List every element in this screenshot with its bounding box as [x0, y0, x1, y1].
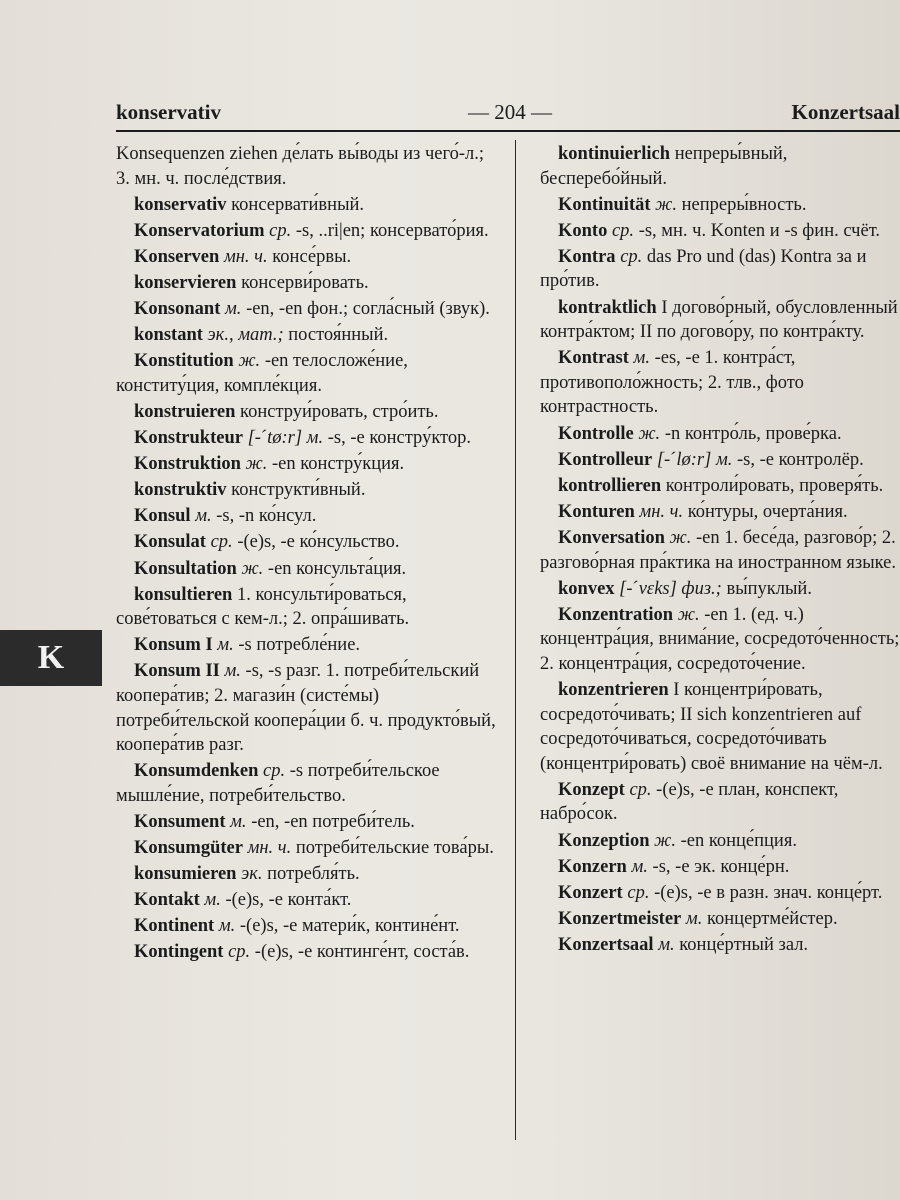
column-divider	[515, 140, 516, 1140]
entry-definition: -s, -s разг. 1. потреби́тельский коопера́тив; 2. магази́н (систе́мы) потреби́тельской коопера́ции б. ч. продукто́вый, коопера́тив разг.	[116, 661, 496, 756]
dictionary-entry	[116, 349, 496, 398]
dictionary-entry	[116, 245, 496, 270]
entry-headword: Konsul	[134, 506, 191, 527]
entry-grammar-label: м.	[195, 506, 212, 527]
entry-definition: вы́пуклый.	[726, 578, 812, 599]
entry-definition: -en консульта́ция.	[267, 558, 407, 579]
dictionary-entry	[540, 526, 900, 575]
dictionary-entry	[116, 193, 496, 218]
entry-definition: консе́рвы.	[272, 246, 352, 267]
entry-headword: Kontingent	[134, 942, 224, 963]
dictionary-entry	[116, 478, 496, 503]
entry-grammar-label: мн. ч.	[223, 246, 268, 267]
entry-grammar-label: ср.	[210, 532, 233, 553]
entry-headword: Kontrolleur	[558, 449, 653, 470]
entry-headword: Konservatorium	[134, 220, 265, 241]
entry-grammar-label: ж.	[238, 351, 261, 372]
entry-definition: -s потреби́тельское мышле́ние, потреби́тельство.	[116, 761, 440, 806]
entry-grammar-label: мн. ч.	[639, 501, 684, 522]
dictionary-entry	[116, 271, 496, 296]
entry-definition: непреры́вность.	[681, 194, 807, 215]
dictionary-entry	[116, 759, 496, 808]
entry-definition: 1. консульти́роваться, сове́товаться с кем-л.; 2. опра́шивать.	[116, 584, 410, 630]
dictionary-entry	[116, 530, 496, 555]
dictionary-entry	[116, 940, 496, 965]
entry-headword: Kontrolle	[558, 423, 634, 444]
dictionary-entry	[540, 907, 900, 932]
entry-definition: -en конце́пция.	[680, 830, 797, 851]
entry-definition: -en констру́кция.	[272, 454, 405, 475]
entry-grammar-label: ср.	[269, 220, 292, 241]
entry-headword: konstruktiv	[134, 480, 227, 501]
entry-headword: Kontra	[558, 246, 616, 267]
entry-definition: -(e)s, -e ко́нсульство.	[237, 532, 400, 553]
entry-headword: Konserven	[134, 246, 220, 267]
entry-grammar-label: эк., мат.;	[207, 325, 284, 346]
entry-definition: -(e)s, -e план, конспект, набро́сок.	[540, 779, 839, 825]
entry-headword: Konstruktion	[134, 454, 241, 475]
header-last-word: Konzertsaal	[791, 100, 900, 124]
dictionary-entry	[540, 474, 900, 499]
entry-grammar-label: ср.	[228, 942, 251, 963]
entry-headword: Konzern	[558, 856, 627, 877]
entry-headword: Konzentration	[558, 604, 674, 625]
entry-headword: Kontrast	[558, 348, 629, 369]
entry-grammar-label: ср.	[627, 882, 650, 903]
dictionary-entry	[540, 678, 900, 776]
dictionary-entry	[116, 888, 496, 913]
entry-definition: -(e)s, -e в разн. знач. конце́рт.	[654, 882, 883, 903]
dictionary-entry	[540, 881, 900, 906]
entry-headword: Kontinent	[134, 916, 215, 937]
header-first-word: konservativ	[116, 100, 221, 124]
entry-headword: konzentrieren	[558, 679, 669, 700]
dictionary-entry	[540, 500, 900, 525]
entry-definition: das Pro und (das) Kontra за и про́тив.	[540, 246, 867, 292]
entry-grammar-label: ж.	[638, 423, 661, 444]
entry-headword: konsumieren	[134, 864, 237, 885]
left-column	[116, 142, 496, 967]
entry-definition: ко́нтуры, очерта́ния.	[687, 501, 848, 522]
dictionary-entry	[540, 577, 900, 602]
entry-headword: Konsumdenken	[134, 761, 259, 782]
entry-grammar-label: м.	[685, 908, 703, 929]
right-column	[540, 142, 900, 959]
dictionary-entry	[116, 504, 496, 529]
entry-definition: контроли́ровать, проверя́ть.	[665, 475, 884, 496]
dictionary-entry	[116, 659, 496, 757]
entry-headword: kontinuierlich	[558, 144, 671, 164]
dictionary-entry	[540, 855, 900, 880]
entry-definition: -s, мн. ч. Konten и -s фин. счёт.	[638, 220, 881, 241]
entry-definition: консерви́ровать.	[241, 272, 369, 293]
dictionary-entry	[116, 557, 496, 582]
entry-headword: Konstrukteur	[134, 428, 243, 449]
entry-headword: Konsultation	[134, 558, 237, 579]
dictionary-entry	[540, 422, 900, 447]
entry-headword: Konsulat	[134, 532, 206, 553]
entry-headword: kontraktlich	[558, 297, 657, 318]
entry-headword: Konzeption	[558, 830, 650, 851]
entry-grammar-label: м.	[225, 299, 242, 320]
entry-headword: Konzertmeister	[558, 908, 682, 929]
entry-definition: потреби́тельские това́ры.	[295, 838, 494, 859]
dictionary-entry	[116, 323, 496, 348]
entry-grammar-label: ср.	[629, 779, 652, 800]
dictionary-entry	[540, 245, 900, 294]
entry-headword: Konsum II	[134, 661, 220, 682]
entry-definition: -en, -en фон.; согла́сный (звук).	[246, 299, 490, 320]
dictionary-entry	[540, 142, 900, 191]
entry-headword: konvex	[558, 578, 615, 599]
entry-grammar-label: м.	[230, 811, 247, 832]
entry-grammar-label: м.	[217, 635, 234, 656]
entry-definition: конструкти́вный.	[231, 480, 366, 501]
entry-definition: -s потребле́ние.	[238, 635, 361, 656]
entry-grammar-label: ж.	[655, 194, 677, 215]
entry-headword: konstruieren	[134, 401, 236, 422]
entry-definition: -s, -e эк. конце́рн.	[652, 856, 790, 877]
entry-definition: концертме́йстер.	[706, 908, 838, 929]
entry-definition: конце́ртный зал.	[679, 934, 809, 955]
entry-grammar-label: мн. ч.	[247, 838, 292, 859]
dictionary-entry	[116, 862, 496, 887]
page-header	[116, 96, 900, 132]
entry-definition: -s, -e констру́ктор.	[327, 428, 472, 449]
entry-definition: -s, -n ко́нсул.	[216, 506, 317, 527]
entry-definition: I концентри́ровать, сосредото́чивать; II sich konzentrieren auf сосредото́чиваться, сосредото́чивать (концентри́ровать) своё внимание на чём-л.	[540, 679, 883, 774]
dictionary-entry	[116, 297, 496, 322]
entry-grammar-label: м.	[631, 856, 648, 877]
entry-grammar-label: ж.	[245, 454, 268, 475]
entry-definition: -(e)s, -e континге́нт, соста́в.	[254, 942, 470, 963]
entry-grammar-label: ср.	[620, 246, 643, 267]
dictionary-entry	[540, 603, 900, 677]
dictionary-entry	[540, 933, 900, 958]
dictionary-entry	[116, 583, 496, 632]
entry-grammar-label: м.	[658, 934, 675, 955]
entry-grammar-label: ср.	[263, 761, 286, 782]
entry-headword: Kontinuität	[558, 194, 651, 215]
entry-definition: -en телосложе́ние, конститу́ция, компле́кция.	[116, 351, 408, 396]
entry-definition: I догово́рный, обусловленный контра́ктом; II по догово́ру, по контра́кту.	[540, 297, 898, 343]
entry-definition: -en, -en потреби́тель.	[251, 811, 415, 832]
entry-headword: Konsument	[134, 811, 226, 832]
dictionary-entry	[540, 346, 900, 420]
entry-headword: Konzept	[558, 779, 625, 800]
entry-headword: Konsonant	[134, 299, 221, 320]
entry-definition: непреры́вный, бесперебо́йный.	[540, 144, 788, 189]
entry-grammar-label: [-ˊvɛks] физ.;	[619, 578, 722, 599]
entry-grammar-label: ж.	[677, 604, 700, 625]
entry-headword: Kontakt	[134, 890, 200, 911]
entry-definition: -(e)s, -e конта́кт.	[225, 890, 352, 911]
entry-grammar-label: м.	[218, 916, 236, 937]
dictionary-entry	[116, 142, 496, 191]
dictionary-entry	[116, 400, 496, 425]
entry-definition: потребля́ть.	[267, 864, 360, 885]
entry-definition: -s, -e контролёр.	[737, 449, 864, 470]
entry-headword: kontrollieren	[558, 475, 662, 496]
dictionary-entry	[540, 219, 900, 244]
entry-grammar-label: [-ˊtø:r] м.	[247, 428, 324, 449]
entry-grammar-label: м.	[204, 890, 221, 911]
entry-grammar-label: м.	[633, 348, 650, 369]
dictionary-entry	[540, 778, 900, 827]
dictionary-entry	[116, 810, 496, 835]
entry-grammar-label: эк.	[241, 864, 263, 885]
entry-headword: Konstitution	[134, 351, 234, 372]
entry-definition: -n контро́ль, прове́рка.	[664, 423, 842, 444]
entry-headword: konservieren	[134, 272, 237, 293]
entry-grammar-label: ж.	[654, 830, 676, 851]
dictionary-entry	[540, 193, 900, 218]
entry-definition: Konsequenzen ziehen де́лать вы́воды из чего́-л.; 3. мн. ч. после́дствия.	[116, 144, 485, 189]
entry-headword: konstant	[134, 325, 203, 346]
entry-definition: консервати́вный.	[231, 194, 365, 215]
entry-headword: Konto	[558, 220, 608, 241]
entry-definition: -en 1. бесе́да, разгово́р; 2. разгово́рная пра́ктика на иностранном языке.	[540, 527, 897, 573]
entry-definition: постоя́нный.	[288, 325, 389, 346]
entry-definition: -es, -e 1. контра́ст, противополо́жность; 2. тлв., фото контрастность.	[540, 348, 804, 418]
entry-definition: -s, ..ri|en; консервато́рия.	[295, 220, 489, 241]
entry-grammar-label: м.	[224, 661, 241, 682]
entry-definition: -(e)s, -e матери́к, контине́нт.	[239, 916, 460, 937]
dictionary-entry	[116, 426, 496, 451]
entry-headword: Konsumgüter	[134, 838, 243, 859]
dictionary-entry	[116, 836, 496, 861]
entry-headword: konsultieren	[134, 584, 233, 605]
dictionary-entry	[116, 914, 496, 939]
entry-grammar-label: ж.	[241, 558, 264, 579]
entry-grammar-label: ср.	[611, 220, 635, 241]
entry-grammar-label: [-ˊlø:r] м.	[656, 449, 733, 470]
entry-definition: конструи́ровать, стро́ить.	[240, 401, 439, 422]
entry-grammar-label: ж.	[669, 527, 692, 548]
entry-headword: konservativ	[134, 194, 227, 215]
thumb-index-tab: K	[0, 630, 102, 686]
dictionary-entry	[540, 448, 900, 473]
page-number: — 204 —	[468, 100, 552, 124]
dictionary-entry	[116, 633, 496, 658]
entry-headword: Konturen	[558, 501, 635, 522]
entry-definition: -en 1. (ед. ч.) концентра́ция, внима́ние, сосредото́ченность; 2. концентра́ция, сосредото́чение.	[540, 604, 900, 674]
dictionary-entry	[116, 452, 496, 477]
entry-headword: Konversation	[558, 527, 665, 548]
entry-headword: Konzertsaal	[558, 934, 654, 955]
entry-headword: Konzert	[558, 882, 623, 903]
dictionary-entry	[540, 296, 900, 345]
dictionary-entry	[116, 219, 496, 244]
entry-headword: Konsum I	[134, 635, 213, 656]
dictionary-entry	[540, 829, 900, 854]
